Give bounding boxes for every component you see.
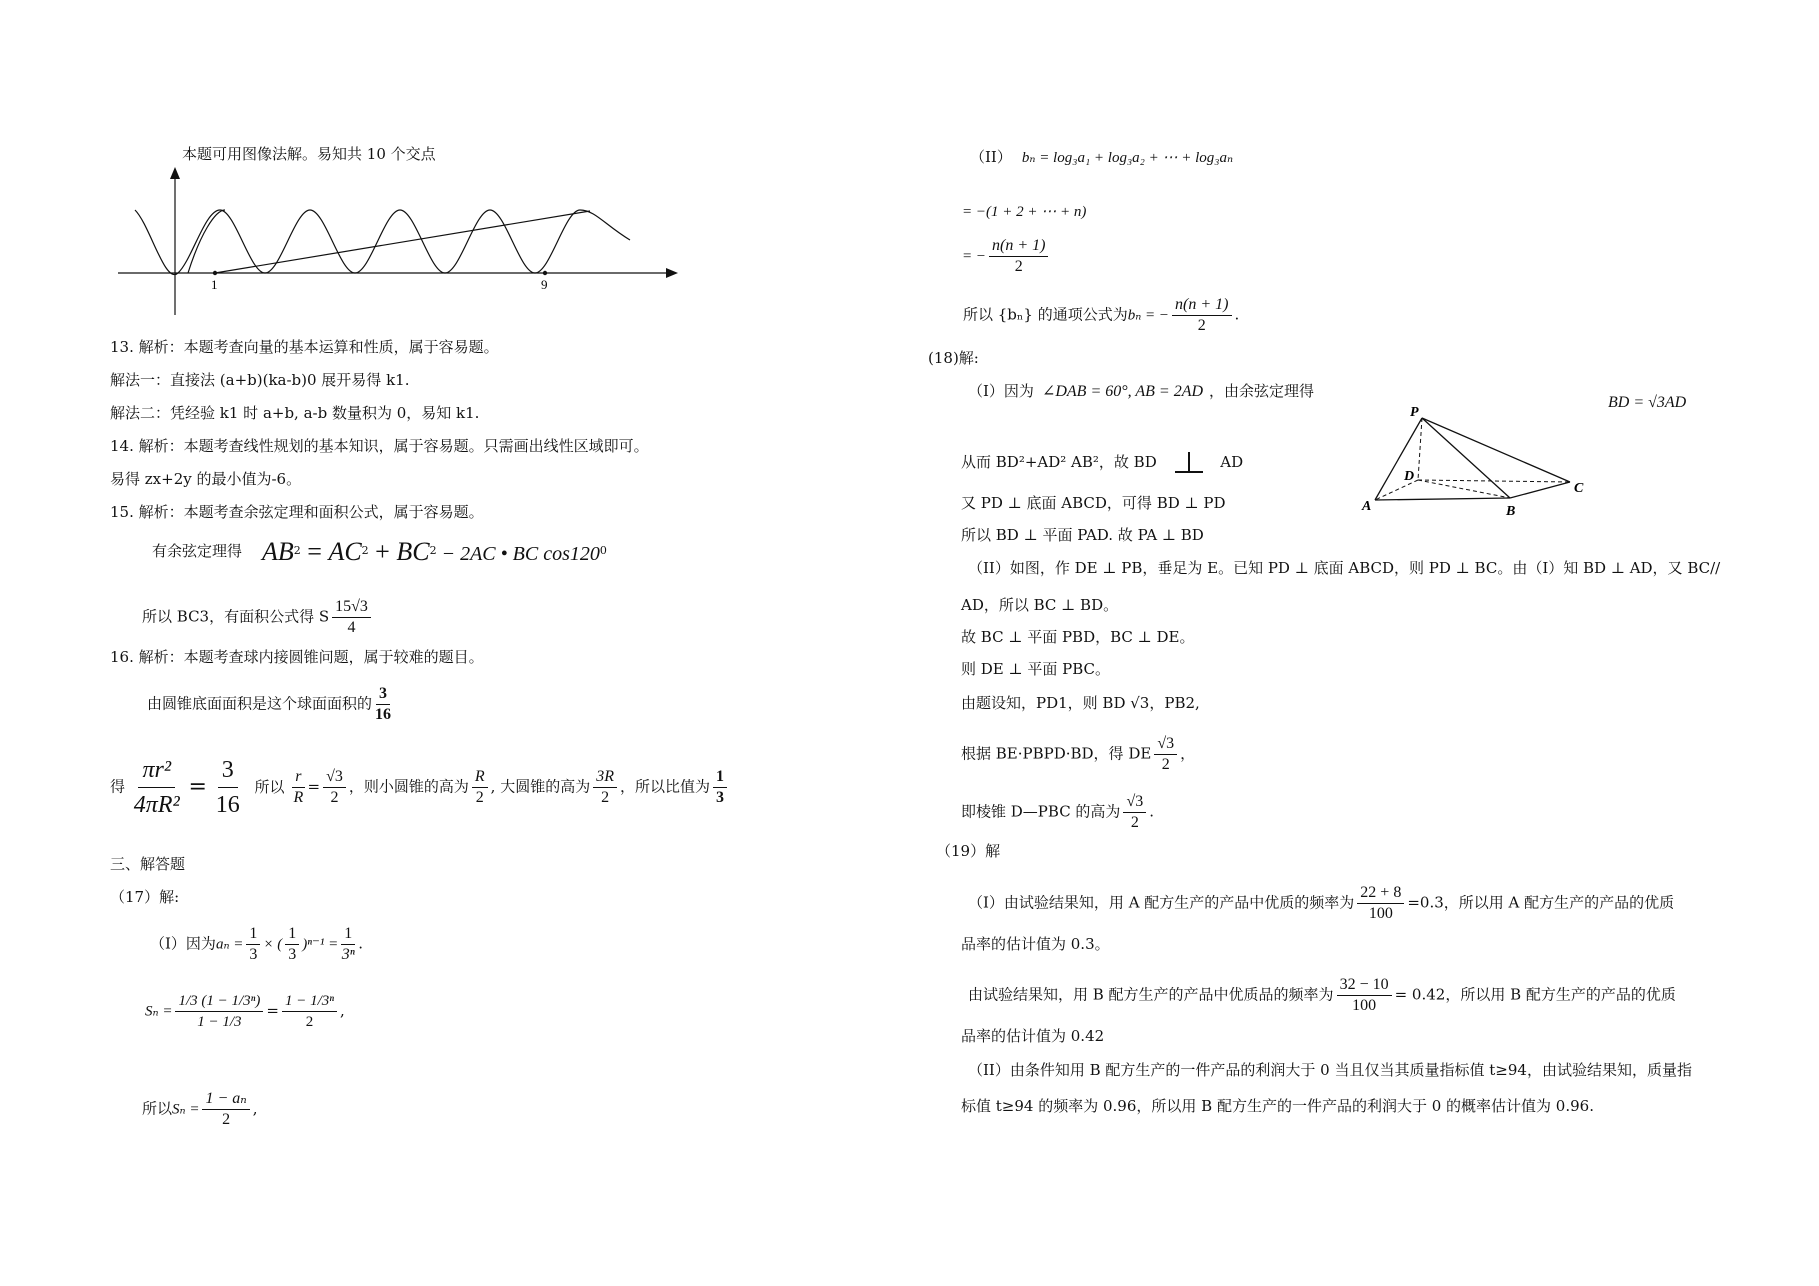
p18-part2-line2: AD，所以 BC ⊥ BD。 [961, 596, 1119, 614]
q14-answer: 易得 zx+2y 的最小值为-6。 [110, 470, 302, 488]
p19-part1-line1: （I）由试验结果知，用 A 配方生产的产品中优质的频率为 $\frac{22 + 8}{100}$ =0.3，所以用 A 配方生产的产品的优质 [968, 884, 1675, 922]
p18-part2-line4: 则 DE ⊥ 平面 PBC。 [961, 660, 1111, 678]
q16-title: 16. 解析：本题考查球内接圆锥问题，属于较难的题目。 [110, 648, 484, 666]
q14-title: 14. 解析：本题考查线性规划的基本知识，属于容易题。只需画出线性区域即可。 [110, 437, 649, 455]
p17-frac-2: $\frac{1}{3}$ [285, 925, 299, 964]
q16-small-cone-height: $\frac{R}{2}$ [472, 768, 488, 807]
p17-part1: （I）因为aₙ = $\frac{1}{3}$ × ( $\frac{1}{3}$ )ⁿ⁻¹ = $\frac{1}{\text{3ⁿ}}$ . [150, 925, 364, 963]
q16-big-cone-height: $\frac{3R}{2}$ [593, 768, 617, 807]
perpendicular-icon [1172, 450, 1206, 476]
p18-part2-line7: 即棱锥 D—PBC 的高为 $\frac{√3}{2}$ . [961, 793, 1154, 831]
label-1: 1 [211, 277, 218, 292]
point-1 [213, 271, 217, 275]
p17-part2-conclusion-frac: $\frac{n(n + 1)}{2}$ [1172, 296, 1231, 335]
x-axis [118, 268, 678, 278]
p19-part2-line2: 标值 t≥94 的频率为 0.96，所以用 B 配方生产的一件产品的利润大于 0 的概率估计值为 0.96. [961, 1097, 1594, 1115]
q16-value-fraction: $\frac{3}{16}$ [215, 757, 240, 818]
p18-height-frac: $\frac{√3}{2}$ [1123, 793, 1146, 832]
q15-area: 所以 BC3，有面积公式得 S $\frac{15√3}{4}$ [142, 598, 374, 637]
q16-r-over-R: $\frac{r}{R}$ [293, 768, 304, 806]
p19-b-frequency-frac: $\frac{32 - 10}{100}$ [1337, 976, 1392, 1015]
p18-de-frac: $\frac{√3}{2}$ [1154, 735, 1177, 774]
p17-part2: （II） bₙ = log₃a₁ + log₃a₂ + ⋯ + log₃aₙ [970, 148, 1234, 166]
p17-sum-frac-1: $\frac{\text{1/3 (1 − 1/3ⁿ)}}{1 - 1/3}$ [175, 992, 263, 1031]
p17-sum-frac-2: $\frac{\text{1 − 1/3ⁿ}}{2}$ [282, 992, 337, 1031]
q12-graph [110, 165, 690, 325]
p18-part2-line5: 由题设知，PD1，则 BD √3，PB2, [961, 694, 1200, 712]
q15-cos-intro: 有余弦定理得 [152, 542, 243, 560]
vertex-A: A [1362, 499, 1372, 514]
p17-sum: Sₙ = $\frac{\text{1/3 (1 − 1/3ⁿ)}}{1 - 1/3}$ = $\frac{\text{1 − 1/3ⁿ}}{2}$ , [145, 993, 345, 1030]
p18-bd-value: BD = √3AD [1608, 394, 1687, 411]
p18-line3: 又 PD ⊥ 底面 ABCD，可得 BD ⊥ PD [961, 494, 1226, 512]
section-3-heading: 三、解答题 [110, 855, 186, 873]
q15-title: 15. 解析：本题考查余弦定理和面积公式，属于容易题。 [110, 503, 484, 521]
q16-r-over-R-value: $\frac{√3}{2}$ [323, 768, 346, 807]
q16-derivation: 得 $\frac{\text{πr²}}{\text{4πR²}}$ = $\frac{3}{16}$ 所以 $\frac{r}{R}$ = $\frac{√3}{2}$ ，则小圆锥的高为 $\frac{R}{2}$ , 大圆锥的高为 $\frac{3R}{2}$ ，所以比值为 $\frac{1}{3}$ [110, 755, 730, 820]
q13-title: 13. 解析：本题考查向量的基本运算和性质，属于容易题。 [110, 338, 499, 356]
p17-therefore: 所以Sₙ = $\frac{\text{1 − aₙ}}{2}$ , [142, 1090, 258, 1128]
p18-part2-line1: （II）如图，作 DE ⊥ PB，垂足为 E。已知 PD ⊥ 底面 ABCD，则 PD ⊥ BC。由（I）知 BD ⊥ AD，又 BC// [968, 559, 1721, 577]
vertex-C: C [1574, 481, 1584, 496]
p19-part1b-line1: 由试验结果知，用 B 配方生产的产品中优质品的频率为 $\frac{32 - 10}{100}$ = 0.42，所以用 B 配方生产的产品的优质 [968, 976, 1676, 1014]
q13-method1: 解法一：直接法 (a+b)(ka-b)0 展开易得 k1. [110, 371, 410, 389]
q15-cos-formula: $AB^2 = AC^2 + BC^2 - 2AC$ • BC $\cos 120^0$ [262, 537, 607, 566]
curve-wave-b [188, 210, 225, 273]
vertex-D: D [1404, 469, 1415, 484]
p17-part2-line3: = − $\frac{n(n + 1)}{2}$ [962, 237, 1051, 276]
point-9 [543, 271, 547, 275]
vertex-P: P [1410, 405, 1419, 420]
p19-part2-line1: （II）由条件知用 B 配方生产的一件产品的利润大于 0 当且仅当其质量指标值 t≥94，由试验结果知，质量指 [968, 1061, 1692, 1079]
p18-part1: （I）因为 ∠DAB = 60°, AB = 2AD ，由余弦定理得 [968, 382, 1315, 400]
y-axis [170, 167, 180, 315]
p18-line4: 所以 BD ⊥ 平面 PAD. 故 PA ⊥ BD [961, 526, 1204, 544]
problem-17-heading: （17）解: [110, 888, 180, 906]
curve-line [215, 211, 590, 273]
p17-part2-conclusion: 所以 {bₙ} 的通项公式为bₙ = − $\frac{n(n + 1)}{2}$ . [963, 296, 1240, 334]
q16-area-ratio-fraction: $\frac{\text{πr²}}{\text{4πR²}}$ [133, 757, 180, 818]
p19-a-frequency-frac: $\frac{22 + 8}{100}$ [1357, 884, 1404, 923]
p19-part1b-line2: 品率的估计值为 0.42 [961, 1027, 1105, 1045]
vertex-B: B [1506, 504, 1516, 519]
pyramid-figure [1360, 400, 1610, 520]
p17-part2-line3-frac: $\frac{n(n + 1)}{2}$ [989, 237, 1048, 276]
q15-area-fraction: $\frac{15√3}{4}$ [332, 598, 371, 637]
p18-part2-line3: 故 BC ⊥ 平面 PBD，BC ⊥ DE。 [961, 628, 1195, 646]
p17-frac-3: $\frac{1}{\text{3ⁿ}}$ [341, 925, 355, 963]
q16-ratio-fraction: $\frac{3}{16}$ [375, 685, 392, 723]
p17-frac-1: $\frac{1}{3}$ [246, 925, 260, 964]
p19-part1-line2: 品率的估计值为 0.3。 [961, 935, 1110, 953]
curve-wave-a [135, 210, 630, 275]
q16-ratio: 由圆锥底面面积是这个球面面积的 $\frac{3}{16}$ [147, 685, 392, 723]
q16-ratio-value: $\frac{1}{3}$ [713, 768, 727, 807]
q12-intro: 本题可用图像法解。易知共 10 个交点 [182, 145, 436, 163]
q13-method2: 解法二：凭经验 k1 时 a+b, a-b 数量积为 0，易知 k1. [110, 404, 480, 422]
p18-line2: 从而 BD²+AD² AB²，故 BD AD [961, 450, 1243, 476]
p17-therefore-frac: $\frac{\text{1 − aₙ}}{2}$ [202, 1090, 249, 1129]
label-9: 9 [541, 277, 548, 292]
problem-19-heading: （19）解 [936, 842, 1001, 860]
p17-part2-line2: = −(1 + 2 + ⋯ + n) [962, 204, 1087, 220]
p18-part2-line6: 根据 BE·PBPD·BD，得 DE $\frac{√3}{2}$ ， [961, 735, 1196, 773]
problem-18-heading: (18)解: [928, 349, 979, 367]
